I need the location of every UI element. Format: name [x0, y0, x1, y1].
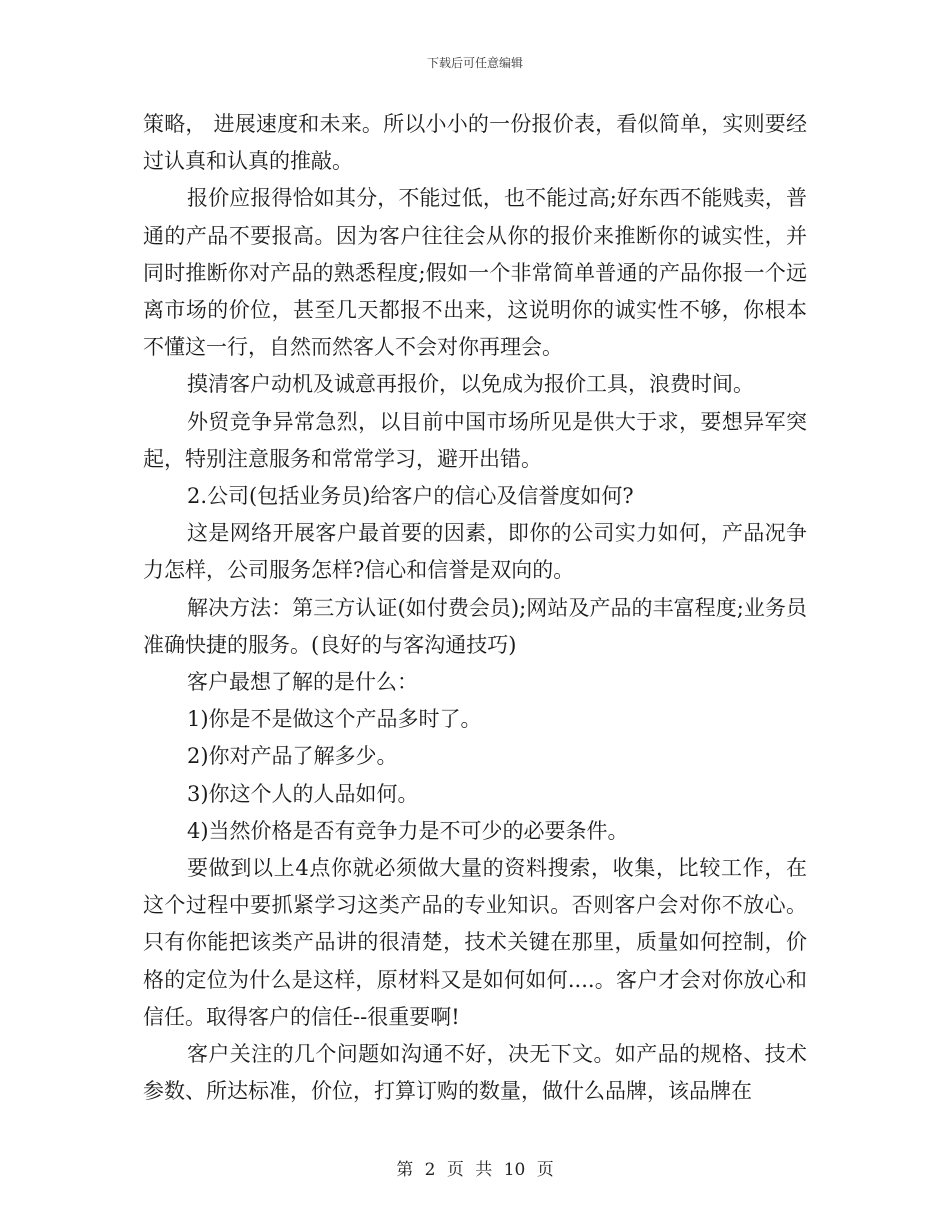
paragraph-research: 要做到以上4点你就必须做大量的资料搜索，收集，比较工作，在这个过程中要抓紧学习这类产品的专业知识。否则客户会对你不放心。只有你能把该类产品讲的很清楚，技术关键在那里，质量如何控制，价格的定位为什么是这样，原材料又是如何如何....。客户才会对你放心和信任。取得客户的信任--很重要啊!	[143, 856, 807, 1029]
paragraph-pricing: 报价应报得恰如其分，不能过低，也不能过高;好东西不能贱卖，普通的产品不要报高。因为客户往往会从你的报价来推断你的诚实性，并同时推断你对产品的熟悉程度;假如一个非常简单普通的产品你报一个远离市场的价位，甚至几天都报不出来，这说明你的诚实性不够，你根本不懂这一行，自然而然客人不会对你再理会。	[143, 186, 807, 360]
list-item-1: 1)你是不是做这个产品多时了。	[187, 707, 482, 732]
list-item-4: 4)当然价格是否有竞争力是不可少的必要条件。	[187, 818, 629, 843]
paragraph-solution: 解决方法：第三方认证(如付费会员);网站及产品的丰富程度;业务员准确快捷的服务。(良好的与客沟通技巧)	[143, 595, 807, 657]
paragraph-continuation: 策略， 进展速度和未来。所以小小的一份报价表，看似简单，实则要经过认真和认真的推敲。	[143, 112, 807, 174]
page-header: 下载后可任意编辑	[426, 56, 523, 70]
paragraph-company-strength: 这是网络开展客户最首要的因素，即你的公司实力如何，产品况争力怎样，公司服务怎样?信心和信誉是双向的。	[143, 521, 807, 583]
section-heading-2: 2.公司(包括业务员)给客户的信心及信誉度如何?	[187, 484, 634, 509]
page-footer: 第 2 页 共 10 页	[396, 1160, 554, 1180]
paragraph-customer-concerns: 客户关注的几个问题如沟通不好，决无下文。如产品的规格、技术参数、所达标准，价位，打算订购的数量，做什么品牌，该品牌在	[143, 1042, 807, 1104]
list-intro: 客户最想了解的是什么：	[187, 670, 418, 695]
list-item-2: 2)你对产品了解多少。	[187, 744, 398, 769]
list-item-3: 3)你这个人的人品如何。	[187, 781, 419, 806]
paragraph-customer-motive: 摸清客户动机及诚意再报价，以免成为报价工具，浪费时间。	[187, 372, 754, 397]
paragraph-competition: 外贸竞争异常急烈，以目前中国市场所见是供大于求，要想异军突起，特别注意服务和常常学习，避开出错。	[143, 409, 807, 471]
document-body	[143, 106, 807, 1110]
